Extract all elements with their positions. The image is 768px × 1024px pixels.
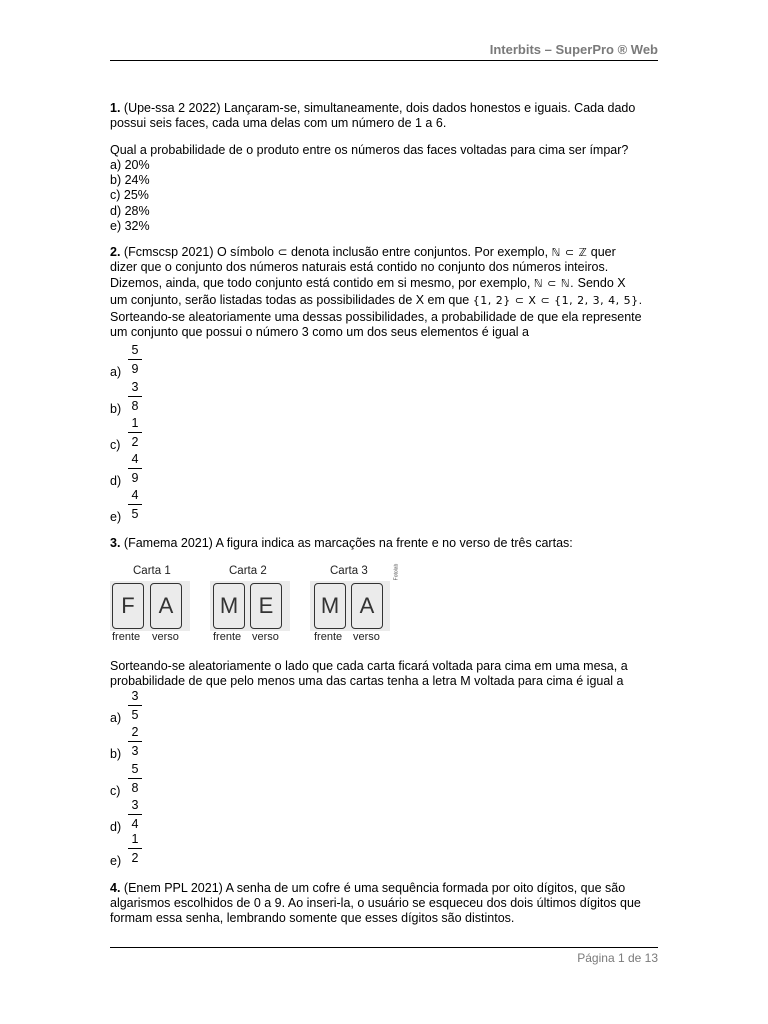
example-naturals-in-naturals: ℕ ⊂ ℕ. xyxy=(533,277,575,290)
card-3-back-label: verso xyxy=(353,631,380,643)
question-2-prompt: Sorteando-se aleatoriamente uma dessas possibilidades, a probabilidade de que ela represente um conjunto que possui o número 3 como um dos seus elementos é igual a xyxy=(110,310,642,340)
card-3-back: A xyxy=(351,583,383,629)
set-condition: {1, 2} ⊂ X ⊂ {1, 2, 3, 4, 5}. xyxy=(472,294,643,307)
cards-figure xyxy=(110,563,400,645)
question-3-option-e: e) 1 2 xyxy=(110,832,170,868)
question-number: 1. xyxy=(110,101,121,115)
fraction: 2 3 xyxy=(128,725,142,758)
card-2-back: E xyxy=(250,583,282,629)
fraction: 3 8 xyxy=(128,380,142,413)
question-2-option-a: a) 5 9 xyxy=(110,343,170,379)
card-1-front-label: frente xyxy=(112,631,141,643)
option: c) 25% xyxy=(110,188,149,203)
card-2-title: Carta 2 xyxy=(229,565,267,577)
question-3-prompt: Sorteando-se aleatoriamente o lado que cada carta ficará voltada para cima em uma mesa, a probabilidade de que pelo menos uma das cartas tenha a letra M voltada para cima é igual a xyxy=(110,659,628,689)
question-2-line-4: um conjunto, serão listadas todas as possibilidades de X em que {1, 2} ⊂ X ⊂ {1, 2, 3, 4, 5}. xyxy=(110,293,643,307)
card-1-back: A xyxy=(150,583,182,629)
example-naturals-in-integers: ℕ ⊂ ℤ xyxy=(551,246,588,259)
card-2-back-label: verso xyxy=(252,631,279,643)
question-4-statement: 4. (Enem PPL 2021) A senha de um cofre é uma sequência formada por oito dígitos, que são algarismos escolhidos de 0 a 9. Ao inseri-la, o usuário se esqueceu dos dois últimos dígitos que formam essa senha, lembrando somente que esses dígitos são distintos. xyxy=(110,881,641,926)
fraction: 5 8 xyxy=(128,762,142,795)
question-3-option-d: d) 3 4 xyxy=(110,798,170,834)
fraction: 4 5 xyxy=(128,488,142,521)
fraction: 4 9 xyxy=(128,452,142,485)
question-2-line-2: dizer que o conjunto dos números naturais está contido no conjunto dos números inteiros. xyxy=(110,260,609,274)
question-number: 4. xyxy=(110,881,121,895)
question-2-option-e: e) 4 5 xyxy=(110,488,170,524)
option: a) 20% xyxy=(110,158,150,172)
question-number: 3. xyxy=(110,536,121,550)
question-1-statement: 1. (Upe-ssa 2 2022) Lançaram-se, simultaneamente, dois dados honestos e iguais. Cada dado possui seis faces, cada uma delas com um número de 1 a 6. xyxy=(110,101,636,131)
question-2-option-d: d) 4 9 xyxy=(110,452,170,488)
card-2-front-label: frente xyxy=(213,631,242,643)
page-number: Página 1 de 13 xyxy=(577,951,658,965)
card-1-front: F xyxy=(112,583,144,629)
question-3-option-a: a) 3 5 xyxy=(110,689,170,725)
card-3-title: Carta 3 xyxy=(330,565,368,577)
footer-rule xyxy=(110,947,658,948)
question-1-options xyxy=(110,158,150,234)
fraction: 5 9 xyxy=(128,343,142,376)
fraction: 1 2 xyxy=(128,832,142,865)
question-number: 2. xyxy=(110,245,121,259)
question-3-statement: 3. (Famema 2021) A figura indica as marcações na frente e no verso de três cartas: xyxy=(110,536,573,550)
card-3-front-label: frente xyxy=(314,631,343,643)
option: b) 24% xyxy=(110,173,150,188)
page-header: Interbits – SuperPro ® Web xyxy=(489,42,658,57)
card-3-front: M xyxy=(314,583,346,629)
card-2-front: M xyxy=(213,583,245,629)
question-3-option-c: c) 5 8 xyxy=(110,762,170,798)
image-credit: Fotolab xyxy=(393,563,400,581)
fraction: 1 2 xyxy=(128,416,142,449)
option: d) 28% xyxy=(110,203,150,218)
question-3-option-b: b) 2 3 xyxy=(110,725,170,761)
fraction: 3 4 xyxy=(128,798,142,831)
question-1-prompt: Qual a probabilidade de o produto entre os números das faces voltadas para cima ser ímpar? xyxy=(110,143,629,157)
subset-symbol: ⊂ xyxy=(277,245,288,259)
card-1-back-label: verso xyxy=(152,631,179,643)
fraction: 3 5 xyxy=(128,689,142,722)
question-2-line-3: Dizemos, ainda, que todo conjunto está contido em si mesmo, por exemplo, ℕ ⊂ ℕ. Sendo X xyxy=(110,276,626,290)
question-2-line-1: 2. (Fcmscsp 2021) O símbolo ⊂ denota inclusão entre conjuntos. Por exemplo, ℕ ⊂ ℤ quer xyxy=(110,245,616,259)
question-2-option-b: b) 3 8 xyxy=(110,380,170,416)
card-1-title: Carta 1 xyxy=(133,565,171,577)
header-rule xyxy=(110,60,658,61)
option: e) 32% xyxy=(110,218,150,233)
question-2-option-c: c) 1 2 xyxy=(110,416,170,452)
